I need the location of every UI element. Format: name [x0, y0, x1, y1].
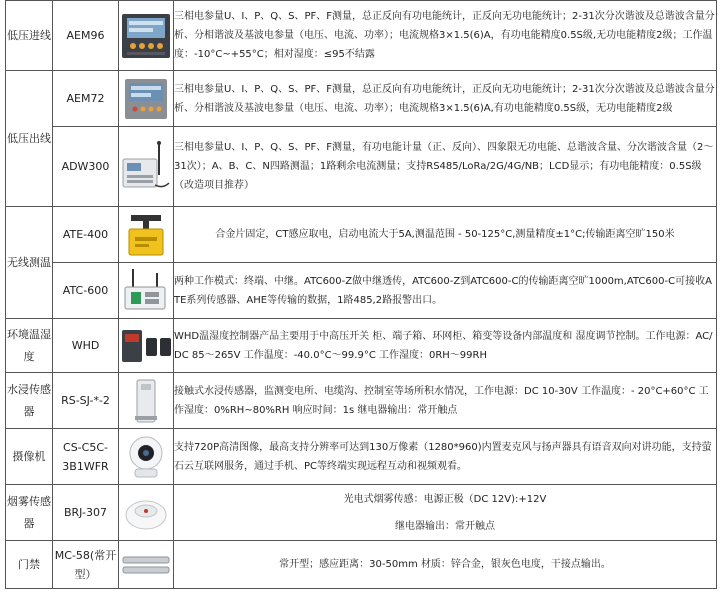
table-row	[6, 1, 717, 71]
model-cell: BRJ-307	[53, 485, 119, 541]
model-cell: ADW300	[53, 127, 119, 207]
power-meter-icon	[119, 74, 173, 124]
description-cell: 接触式水浸传感器，监测变电所、电缆沟、控制室等场所积水情况，工作电源：DC 10-30V 工作温度：- 20°C+60°C 工作湿度：0%RH~80%RH 响应时间：1s 继电器输出：常开触点	[174, 373, 717, 429]
description-cell: 常开型；感应距离：30-50mm 材质：锌合金，银灰色电度，干接点输出。	[174, 541, 717, 589]
description-line: 继电器输出：常开触点	[395, 520, 495, 532]
product-image-cell	[119, 127, 174, 207]
model-cell: AEM96	[53, 1, 119, 71]
product-image-cell	[119, 71, 174, 127]
transceiver-icon	[119, 265, 173, 317]
product-image-cell	[119, 319, 174, 373]
product-spec-table	[5, 0, 717, 589]
model-cell: WHD	[53, 319, 119, 373]
table-row	[6, 485, 717, 541]
camera-icon	[119, 431, 173, 483]
table-row	[6, 373, 717, 429]
description-line: 光电式烟雾传感：电源正极（DC 12V):+12V	[343, 493, 547, 505]
product-image-cell	[119, 429, 174, 485]
table-row	[6, 429, 717, 485]
category-cell: 无线测温	[6, 207, 53, 319]
category-cell: 低压出线	[6, 71, 53, 207]
category-cell: 低压进线	[6, 1, 53, 71]
product-image-cell	[119, 373, 174, 429]
category-cell: 环境温湿度	[6, 319, 53, 373]
model-cell: RS-SJ-*-2	[53, 373, 119, 429]
category-cell: 烟雾传感器	[6, 485, 53, 541]
table-row	[6, 71, 717, 127]
description-cell: 三相电参量U、I、P、Q、S、PF、F测量，总正反向有功电能统计，正反向无功电能统计；2-31次分次谐波及总谐波含量分析、分相谐波及基波电参量（电压、电流、功率）；电流规格3×1.5(6)A,有功电能精度0.5S级，无功电能精度2级	[174, 71, 717, 127]
model-cell: CS-C5C-3B1WFR	[53, 429, 119, 485]
table-row	[6, 207, 717, 263]
description-cell: 支持720P高清图像，最高支持分辨率可达到130万像素（1280*960)内置麦克风与扬声器具有语音双向对讲功能，支持萤石云互联网服务，通过手机、PC等终端实现远程互动和视频观看。	[174, 429, 717, 485]
table-row	[6, 127, 717, 207]
power-meter-icon	[119, 8, 173, 64]
product-image-cell	[119, 263, 174, 319]
table-row	[6, 319, 717, 373]
table-row	[6, 541, 717, 589]
description-cell	[174, 485, 717, 541]
humidity-controller-icon	[119, 322, 173, 370]
product-image-cell	[119, 485, 174, 541]
description-cell: 三相电参量U、I、P、Q、S、PF、F测量，总正反向有功电能统计，正反向无功电能统计；2-31次分次谐波及总谐波含量分析、分相谐波及基波电参量（电压、电流、功率）；电流规格3×1.5(6)A，有功电能精度0.5S级,无功电能精度2级；工作温度：-10°C~+55°C；相对湿度：≤95不结露	[174, 1, 717, 71]
model-cell: MC-58(常开型）	[53, 541, 119, 589]
description-cell: 合金片固定，CT感应取电，启动电流大于5A,测温范围 - 50-125°C,测量精度±1°C;传输距离空旷150米	[174, 207, 717, 263]
door-contact-icon	[119, 545, 173, 585]
product-image-cell	[119, 1, 174, 71]
water-sensor-icon	[119, 376, 173, 426]
category-cell: 摄像机	[6, 429, 53, 485]
model-cell: ATE-400	[53, 207, 119, 263]
table-row	[6, 263, 717, 319]
product-image-cell	[119, 207, 174, 263]
smoke-detector-icon	[119, 489, 173, 537]
description-cell: WHD温湿度控制器产品主要用于中高压开关 柜、端子箱、环网柜、箱变等设备内部温度和 湿度调节控制。工作电源：AC/DC 85～265V 工作温度：-40.0°C～99.9°C 工作湿度：0RH～99RH	[174, 319, 717, 373]
model-cell: AEM72	[53, 71, 119, 127]
description-cell: 两种工作模式：终端、中继。ATC600-Z做中继透传，ATC600-Z到ATC600-C的传输距离空旷1000m,ATC600-C可接收ATE系列传感器、AHE等传输的数据，1路485,2路报警出口。	[174, 263, 717, 319]
category-cell: 门禁	[6, 541, 53, 589]
description-cell: 三相电参量U、I、P、Q、S、PF、F测量，有功电能计量（正、反向）、四象限无功电能、总谐波含量、分次谐波含量（2～31次）；A、B、C、N四路测温；1路剩余电流测量；支持RS485/LoRa/2G/4G/NB；LCD显示；有功电能精度：0.5S级（改造项目推荐）	[174, 127, 717, 207]
model-cell: ATC-600	[53, 263, 119, 319]
product-image-cell	[119, 541, 174, 589]
category-cell: 水浸传感器	[6, 373, 53, 429]
wireless-meter-icon	[119, 137, 173, 197]
temperature-sensor-icon	[119, 209, 173, 261]
